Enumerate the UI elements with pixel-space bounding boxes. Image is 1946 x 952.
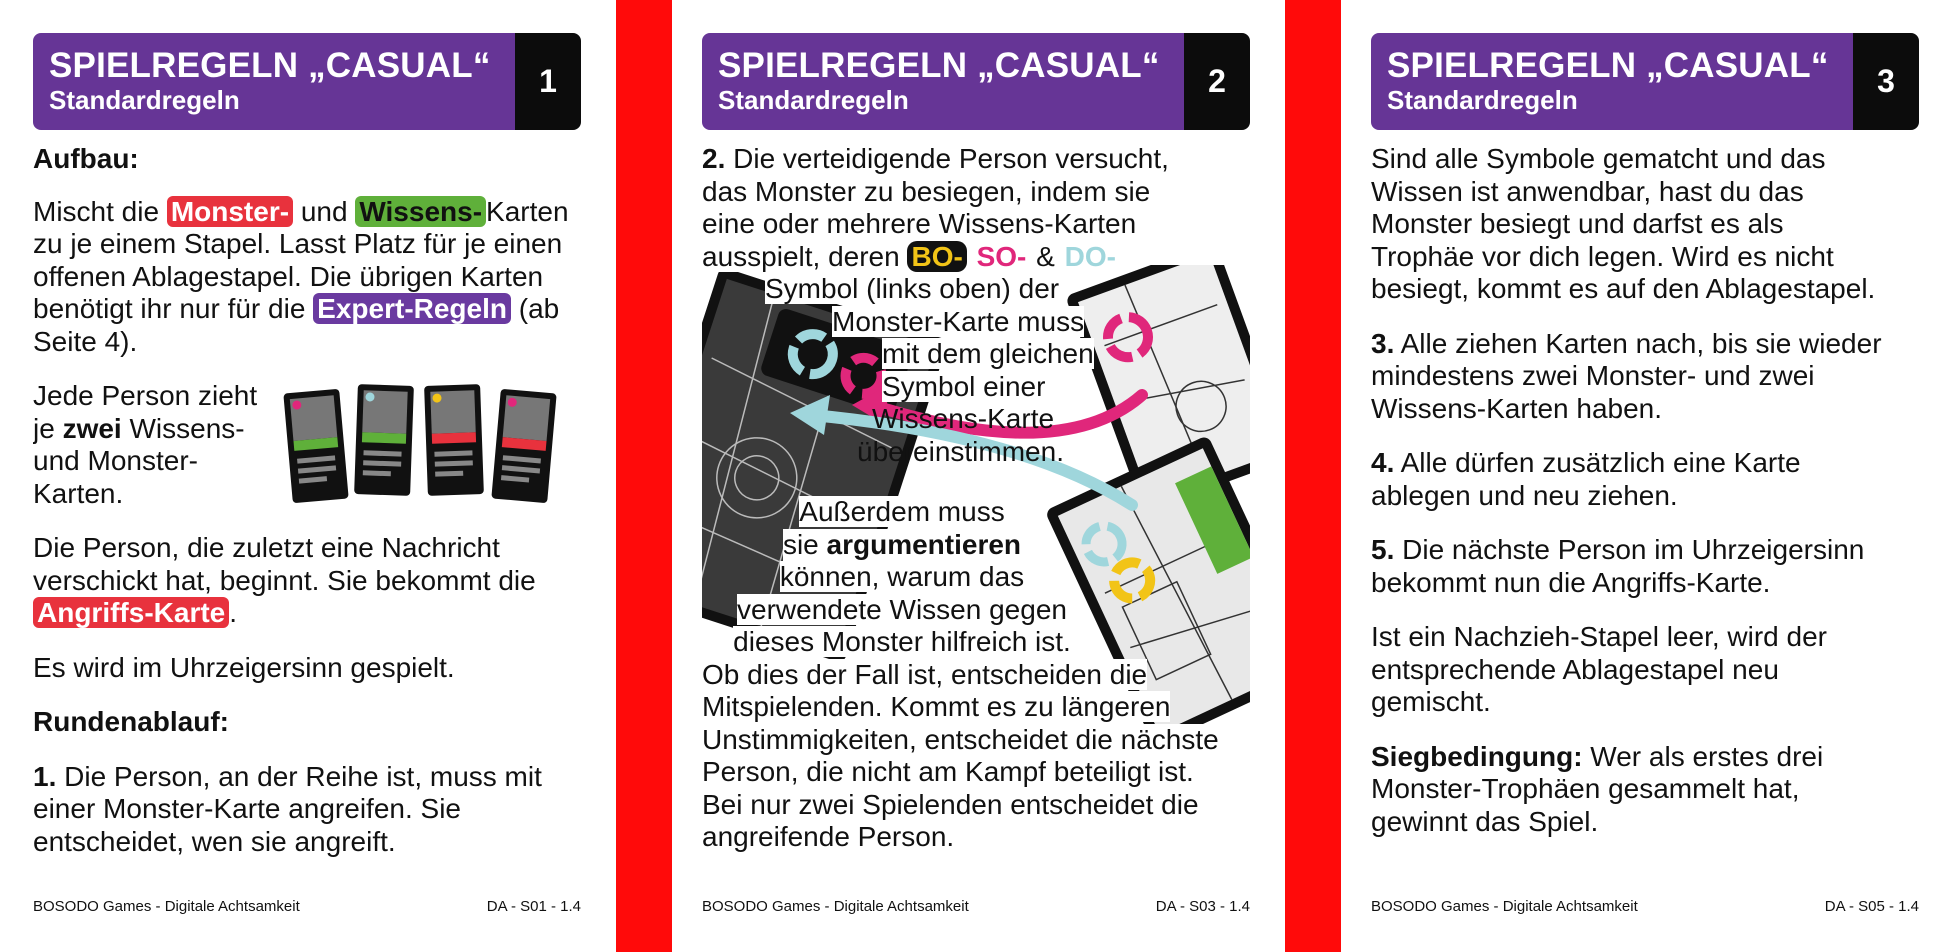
footer-page-code: DA - S05 - 1.4 (1824, 898, 1919, 915)
rule-page-1 (33, 0, 581, 952)
paragraph-defeat: Sind alle Symbole gematcht und das Wissen ist anwendbar, hast du das Monster besiegt und darfst es als Trophäe vor dich legen. Wird es nicht besiegt, kommt es auf den Ablagestapel. (1371, 143, 1876, 304)
page-header (702, 33, 1250, 130)
page-title: SPIELREGELN „CASUAL“ (718, 46, 1160, 85)
paragraph-draw: Jede Person zieht je zwei Wissens- und Monster-Karten. (33, 380, 258, 509)
paragraph-step-5: 5. Die nächste Person im Uhrzeigersinn bekommt nun die Angriffs-Karte. (1371, 534, 1865, 598)
page-number: 3 (1853, 33, 1919, 130)
page-footer (702, 898, 1250, 915)
page-body (1371, 143, 1891, 860)
rule-page-3 (1371, 0, 1919, 952)
page-subtitle: Standardregeln (49, 85, 240, 115)
highlight-angriffs: Angriffs-Karte (33, 597, 229, 628)
symbol-do: DO- (1064, 240, 1116, 272)
page-title: SPIELREGELN „CASUAL“ (49, 46, 491, 85)
footer-publisher: BOSODO Games - Digitale Achtsamkeit (702, 898, 969, 915)
page-subtitle: Standardregeln (1387, 85, 1578, 115)
symbol-bo: BO- (907, 241, 966, 272)
footer-publisher: BOSODO Games - Digitale Achtsamkeit (33, 898, 300, 915)
paragraph-setup: Mischt die Monster- und Wissens- Karten zu je einem Stapel. Lasst Platz für je einen offenen Ablagestapel. Die übrigen Karten benötigt ihr nur für die Expert-Regeln (ab Seite 4). (33, 195, 569, 357)
wissens-card-icon-magenta (283, 389, 348, 503)
footer-page-code: DA - S03 - 1.4 (1155, 898, 1250, 915)
rule-page-2 (702, 0, 1250, 952)
page-header (1371, 33, 1919, 130)
page-number: 1 (515, 33, 581, 130)
page-subtitle: Standardregeln (718, 85, 909, 115)
paragraph-decision: Ob dies der Fall ist, entscheiden die Mitspielenden. Kommt es zu längeren Unstimmigkeiten, entscheidet die nächste Person, die nicht am Kampf beteiligt ist. Bei nur zwei Spielenden entscheidet die angreifende Person. (702, 658, 1219, 852)
paragraph-clockwise: Es wird im Uhrzeigersinn gespielt. (33, 651, 455, 683)
paragraph-step-4: 4. Alle dürfen zusätzlich eine Karte ablegen und neu ziehen. (1371, 447, 1801, 511)
highlight-expert: Expert-Regeln (313, 293, 511, 324)
symbol-so: SO- (976, 240, 1027, 272)
page-footer (33, 898, 581, 915)
section-heading-aufbau: Aufbau: (33, 143, 139, 174)
highlight-monster: Monster- (167, 196, 293, 227)
page-number: 2 (1184, 33, 1250, 130)
paragraph-reshuffle: Ist ein Nachzieh-Stapel leer, wird der entsprechende Ablagestapel neu gemischt. (1371, 621, 1827, 717)
section-heading-runde: Rundenablauf: (33, 706, 229, 737)
card-illustration-group (288, 383, 581, 503)
paragraph-step-1: 1. Die Person, an der Reihe ist, muss mit einer Monster-Karte angreifen. Sie entscheidet, wen sie angreift. (33, 760, 542, 857)
paragraph-start: Die Person, die zuletzt eine Nachricht verschickt hat, beginnt. Sie bekommt die Angriffs-Karte . (33, 532, 536, 628)
paragraph-victory: Siegbedingung: Wer als erstes drei Monster-Trophäen gesammelt hat, gewinnt das Spiel. (1371, 740, 1824, 837)
paragraph-argue: Außerdem muss sie argumentieren können, warum das verwendete Wissen gegen dieses Monster hilfreich ist. (733, 496, 1071, 657)
paragraph-step-3: 3. Alle ziehen Karten nach, bis sie wieder mindestens zwei Monster- und zwei Wissens-Karten haben. (1371, 327, 1882, 424)
footer-publisher: BOSODO Games - Digitale Achtsamkeit (1371, 898, 1638, 915)
red-separator-left (616, 0, 672, 952)
highlight-wissens: Wissens- (355, 196, 486, 227)
page-header (33, 33, 581, 130)
page-title: SPIELREGELN „CASUAL“ (1387, 46, 1829, 85)
page-footer (1371, 898, 1919, 915)
monster-card-icon-yellow (424, 384, 484, 496)
page-body (702, 143, 1250, 876)
monster-card-icon-magenta (491, 389, 556, 503)
footer-page-code: DA - S01 - 1.4 (486, 898, 581, 915)
page-body (33, 143, 581, 880)
red-separator-right (1285, 0, 1341, 952)
paragraph-step-2: 2. Die verteidigende Person versucht, das Monster zu besiegen, indem sie eine oder mehrere Wissens-Karten ausspielt, deren BO- SO- & DO- Symbol (links oben) der Monster-Karte muss mit dem gleichen Symbol einer Wissens-Karte übereinstimmen. (702, 143, 1169, 467)
wissens-card-icon-cyan (354, 384, 414, 496)
